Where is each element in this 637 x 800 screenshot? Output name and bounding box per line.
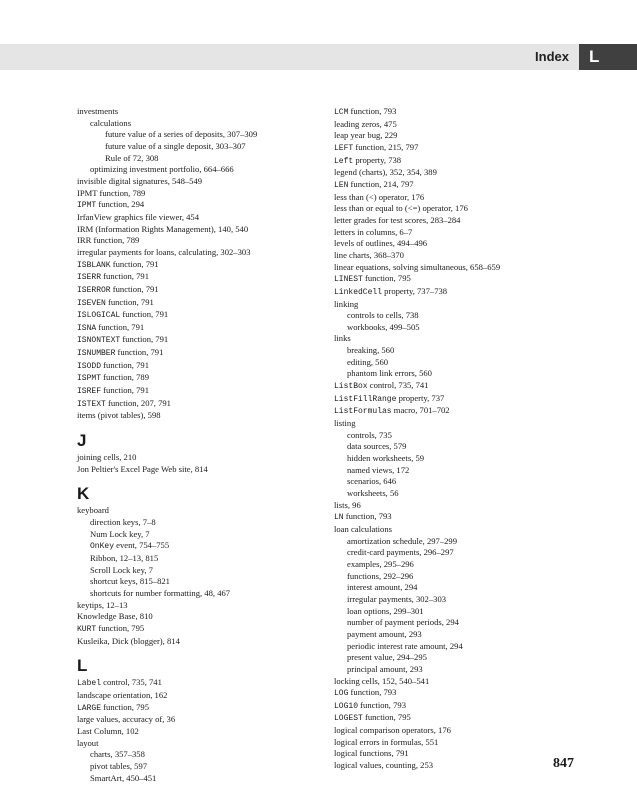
index-entry: [77, 738, 312, 750]
code-term: ListFillRange: [334, 394, 397, 404]
entry-text: landscape orientation, 162: [77, 689, 168, 700]
index-entry: [334, 676, 579, 688]
entry-text: pivot tables, 597: [90, 760, 148, 771]
index-subentry: [77, 153, 312, 165]
index-subentry: [334, 441, 579, 453]
entry-text: function, 795: [362, 712, 411, 723]
entry-text: invisible digital signatures, 548–549: [77, 175, 203, 186]
code-term: ISLOGICAL: [77, 311, 121, 321]
code-term: ISEVEN: [77, 298, 106, 308]
entry-text: property, 737–738: [382, 285, 448, 296]
index-entry: [77, 702, 312, 715]
entry-text: present value, 294–295: [347, 652, 427, 663]
entry-text: interest amount, 294: [347, 582, 418, 593]
entry-text: control, 735, 741: [101, 677, 162, 688]
entry-text: line charts, 368–370: [334, 249, 404, 260]
index-entry: [334, 405, 579, 418]
entry-text: joining cells, 210: [77, 452, 137, 463]
entry-text: charts, 357–358: [90, 749, 145, 760]
index-subentry: [77, 761, 312, 773]
index-subentry: [77, 118, 312, 130]
index-subentry: [77, 129, 312, 141]
index-entry: [334, 106, 579, 119]
entry-text: scenarios, 646: [347, 476, 397, 487]
entry-text: large values, accuracy of, 36: [77, 714, 176, 725]
entry-text: editing, 560: [347, 356, 389, 367]
index-entry: [334, 500, 579, 512]
index-entry: [77, 235, 312, 247]
entry-text: less than or equal to (<=) operator, 176: [334, 203, 468, 214]
index-entry: [334, 380, 579, 393]
entry-text: macro, 701–702: [391, 405, 450, 416]
entry-text: function, 789: [101, 372, 149, 383]
code-term: ListFormulas: [334, 407, 392, 417]
entry-text: named views, 172: [347, 464, 410, 475]
code-term: ISERR: [77, 273, 102, 283]
index-subentry: [77, 540, 312, 553]
index-entry: [334, 215, 579, 227]
index-subentry: [334, 571, 579, 583]
entry-text: Kusleika, Dick (blogger), 814: [77, 635, 180, 646]
index-entry: [77, 259, 312, 272]
entry-text: IrfanView graphics file viewer, 454: [77, 211, 200, 222]
entry-text: function, 791: [96, 321, 145, 332]
entry-text: data sources, 579: [347, 441, 407, 452]
entry-text: shortcut keys, 815–821: [90, 576, 170, 587]
index-entry: [77, 600, 312, 612]
index-entry: [334, 299, 579, 311]
entry-text: function, 793: [358, 699, 406, 710]
index-entry: [334, 737, 579, 749]
section-heading: L: [77, 656, 88, 676]
entry-text: listing: [334, 418, 356, 429]
index-subentry: [77, 141, 312, 153]
entry-text: Knowledge Base, 810: [77, 611, 153, 622]
index-subentry: [334, 310, 579, 322]
index-entry: [334, 700, 579, 713]
entry-text: optimizing investment portfolio, 664–666: [90, 164, 234, 175]
index-entry: [77, 360, 312, 373]
index-subentry: [334, 357, 579, 369]
entry-text: logical values, counting, 253: [334, 760, 434, 771]
index-entry: [334, 262, 579, 274]
index-subentry: [77, 773, 312, 785]
index-entry: [334, 227, 579, 239]
index-entry: [77, 188, 312, 200]
entry-text: function, 791: [110, 258, 159, 269]
entry-text: function, 793: [348, 687, 397, 698]
index-subentry: [77, 529, 312, 541]
index-entry: [334, 250, 579, 262]
code-term: ISERROR: [77, 285, 111, 295]
code-term: ISTEXT: [77, 399, 106, 409]
entry-text: function, 791: [120, 309, 169, 320]
index-subentry: [334, 368, 579, 380]
entry-text: keytips, 12–13: [77, 599, 128, 610]
entry-text: Scroll Lock key, 7: [90, 564, 153, 575]
code-term: ListBox: [334, 382, 368, 392]
index-entry: [334, 712, 579, 725]
index-entry: [77, 410, 312, 422]
index-entry: [334, 511, 579, 524]
entry-text: logical functions, 791: [334, 748, 409, 759]
entry-text: periodic interest rate amount, 294: [347, 640, 463, 651]
index-entry: [77, 505, 312, 517]
index-entry: [77, 372, 312, 385]
entry-text: Last Column, 102: [77, 725, 139, 736]
code-term: ISNONTEXT: [77, 336, 121, 346]
code-term: ISPMT: [77, 374, 102, 384]
entry-text: worksheets, 56: [347, 488, 399, 498]
index-entry: [77, 199, 312, 212]
index-subentry: [334, 536, 579, 548]
index-entry: [334, 687, 579, 700]
entry-text: IRR function, 789: [77, 235, 140, 246]
entry-text: direction keys, 7–8: [90, 517, 156, 528]
index-entry: [334, 155, 579, 168]
index-entry: [334, 333, 579, 345]
index-entry: [77, 677, 312, 690]
entry-text: amortization schedule, 297–299: [347, 535, 458, 546]
index-entry: [77, 385, 312, 398]
index-subentry: [334, 453, 579, 465]
entry-text: shortcuts for number formatting, 48, 467: [90, 587, 231, 598]
index-entry: [77, 623, 312, 636]
code-term: IPMT: [77, 201, 97, 211]
entry-text: principal amount, 293: [347, 663, 423, 674]
entry-text: function, 215, 797: [353, 141, 419, 152]
index-subentry: [334, 652, 579, 664]
code-term: LinkedCell: [334, 287, 383, 297]
code-term: LEN: [334, 180, 349, 190]
code-term: LOG: [334, 689, 349, 699]
entry-text: layout: [77, 737, 99, 748]
entry-text: number of payment periods, 294: [347, 617, 459, 628]
entry-text: function, 207, 791: [105, 397, 171, 408]
index-entry: [77, 284, 312, 297]
entry-text: items (pivot tables), 598: [77, 410, 161, 421]
code-term: LEFT: [334, 143, 354, 153]
entry-text: legend (charts), 352, 354, 389: [334, 167, 437, 178]
index-entry: [77, 714, 312, 726]
entry-text: hidden worksheets, 59: [347, 453, 425, 464]
entry-text: Jon Peltier's Excel Page Web site, 814: [77, 463, 208, 474]
index-entry: [334, 418, 579, 430]
entry-text: levels of outlines, 494–496: [334, 238, 428, 249]
entry-text: function, 791: [115, 347, 164, 358]
index-subentry: [334, 617, 579, 629]
entry-text: SmartArt, 450–451: [90, 772, 157, 783]
index-entry: [334, 524, 579, 536]
code-term: LOGEST: [334, 714, 363, 724]
index-subentry: [334, 641, 579, 653]
code-term: LCM: [334, 108, 349, 117]
entry-text: keyboard: [77, 505, 109, 516]
index-entry: [334, 286, 579, 299]
index-entry: [77, 176, 312, 188]
entry-text: logical comparison operators, 176: [334, 725, 451, 736]
entry-text: control, 735, 741: [367, 380, 429, 391]
code-term: ISNA: [77, 323, 97, 333]
entry-text: logical errors in formulas, 551: [334, 736, 439, 747]
index-entry: [77, 611, 312, 623]
code-term: KURT: [77, 624, 97, 634]
entry-text: Ribbon, 12–13, 815: [90, 553, 159, 563]
entry-text: future value of a single deposit, 303–307: [105, 140, 246, 151]
index-subentry: [334, 664, 579, 676]
index-entry: [77, 398, 312, 411]
index-subentry: [334, 488, 579, 500]
entry-text: credit-card payments, 296–297: [347, 547, 454, 558]
index-entry: [77, 224, 312, 236]
index-entry: [77, 334, 312, 347]
index-column-left: [77, 106, 312, 784]
entry-text: letter grades for test scores, 283–284: [334, 214, 461, 225]
entry-text: irregular payments for loans, calculating, 302–303: [77, 246, 251, 257]
index-entry: [334, 238, 579, 250]
index-entry: [334, 192, 579, 204]
entry-text: linear equations, solving simultaneous, 658–659: [334, 261, 501, 272]
index-subentry: [334, 594, 579, 606]
index-column-right: [334, 106, 579, 772]
index-entry: [334, 119, 579, 131]
index-subentry: [334, 547, 579, 559]
entry-text: Num Lock key, 7: [90, 528, 150, 539]
index-entry: [334, 760, 579, 772]
index-entry: [77, 106, 312, 118]
entry-text: loan calculations: [334, 523, 392, 534]
code-term: ISREF: [77, 387, 102, 397]
index-entry: [334, 179, 579, 192]
entry-text: function, 791: [101, 385, 149, 396]
index-entry: [334, 725, 579, 737]
entry-text: leading zeros, 475: [334, 118, 397, 129]
entry-text: loan options, 299–301: [347, 605, 424, 616]
entry-text: workbooks, 499–505: [347, 321, 420, 332]
code-term: ISBLANK: [77, 260, 111, 270]
code-term: Left: [334, 156, 354, 166]
entry-text: property, 737: [396, 392, 445, 403]
entry-text: function, 791: [110, 283, 159, 294]
entry-text: phantom link errors, 560: [347, 368, 432, 379]
page-number: 847: [553, 756, 574, 771]
index-subentry: [334, 559, 579, 571]
entry-text: future value of a series of deposits, 307–309: [105, 129, 258, 140]
index-entry: [77, 297, 312, 310]
index-entry: [334, 142, 579, 155]
index-entry: [77, 636, 312, 648]
index-subentry: [77, 576, 312, 588]
entry-text: function, 214, 797: [348, 178, 414, 189]
index-subentry: [334, 345, 579, 357]
entry-text: examples, 295–296: [347, 558, 414, 569]
index-entry: [77, 464, 312, 476]
index-subentry: [334, 322, 579, 334]
entry-text: breaking, 560: [347, 345, 395, 356]
index-subentry: [334, 465, 579, 477]
index-subentry: [334, 476, 579, 488]
entry-text: controls, 735: [347, 429, 392, 440]
index-entry: [77, 309, 312, 322]
entry-text: IPMT function, 789: [77, 187, 146, 198]
index-entry: [334, 748, 579, 760]
index-subentry: [334, 582, 579, 594]
code-term: OnKey: [90, 542, 115, 552]
index-entry: [77, 452, 312, 464]
entry-text: event, 754–755: [114, 540, 170, 551]
entry-text: IRM (Information Rights Management), 140, 540: [77, 223, 249, 234]
entry-text: letters in columns, 6–7: [334, 226, 413, 237]
index-entry: [77, 247, 312, 259]
entry-text: less than (<) operator, 176: [334, 191, 425, 202]
entry-text: lists, 96: [334, 499, 361, 510]
index-entry: [334, 393, 579, 406]
entry-text: controls to cells, 738: [347, 310, 419, 321]
entry-text: property, 738: [353, 154, 402, 165]
index-entry: [77, 347, 312, 360]
entry-text: locking cells, 152, 540–541: [334, 675, 430, 686]
index-subentry: [77, 517, 312, 529]
code-term: LARGE: [77, 703, 102, 713]
index-subentry: [77, 164, 312, 176]
entry-text: function, 795: [96, 622, 145, 633]
entry-text: irregular payments, 302–303: [347, 593, 447, 604]
section-heading: J: [77, 431, 87, 451]
code-term: ISODD: [77, 361, 102, 371]
section-heading: K: [77, 484, 90, 504]
section-letter-tab: L: [579, 44, 637, 70]
entry-text: function, 795: [362, 273, 411, 284]
entry-text: function, 793: [343, 511, 392, 522]
code-term: ISNUMBER: [77, 349, 116, 359]
entry-text: function, 791: [105, 296, 154, 307]
entry-text: functions, 292–296: [347, 570, 414, 581]
entry-text: investments: [77, 106, 119, 116]
entry-text: function, 791: [101, 271, 149, 282]
index-subentry: [77, 749, 312, 761]
entry-text: function, 791: [120, 334, 169, 345]
entry-text: Rule of 72, 308: [105, 152, 159, 163]
running-header-title: Index: [535, 49, 569, 64]
index-subentry: [334, 629, 579, 641]
entry-text: function, 793: [348, 106, 397, 116]
code-term: LN: [334, 513, 344, 523]
index-entry: [77, 690, 312, 702]
index-entry: [334, 130, 579, 142]
index-entry: [334, 273, 579, 286]
entry-text: links: [334, 333, 351, 344]
entry-text: calculations: [90, 117, 132, 128]
code-term: LINEST: [334, 275, 363, 285]
entry-text: payment amount, 293: [347, 628, 422, 639]
index-entry: [77, 212, 312, 224]
entry-text: function, 791: [101, 359, 149, 370]
code-term: Label: [77, 679, 102, 689]
entry-text: leap year bug, 229: [334, 130, 398, 141]
entry-text: function, 795: [101, 701, 149, 712]
index-entry: [334, 167, 579, 179]
index-subentry: [334, 606, 579, 618]
index-entry: [77, 726, 312, 738]
index-entry: [334, 203, 579, 215]
index-entry: [77, 322, 312, 335]
index-subentry: [77, 553, 312, 565]
entry-text: function, 294: [96, 199, 145, 210]
index-entry: [77, 271, 312, 284]
code-term: LOG10: [334, 701, 359, 711]
index-subentry: [77, 588, 312, 600]
entry-text: linking: [334, 298, 359, 309]
index-subentry: [77, 565, 312, 577]
index-subentry: [334, 430, 579, 442]
